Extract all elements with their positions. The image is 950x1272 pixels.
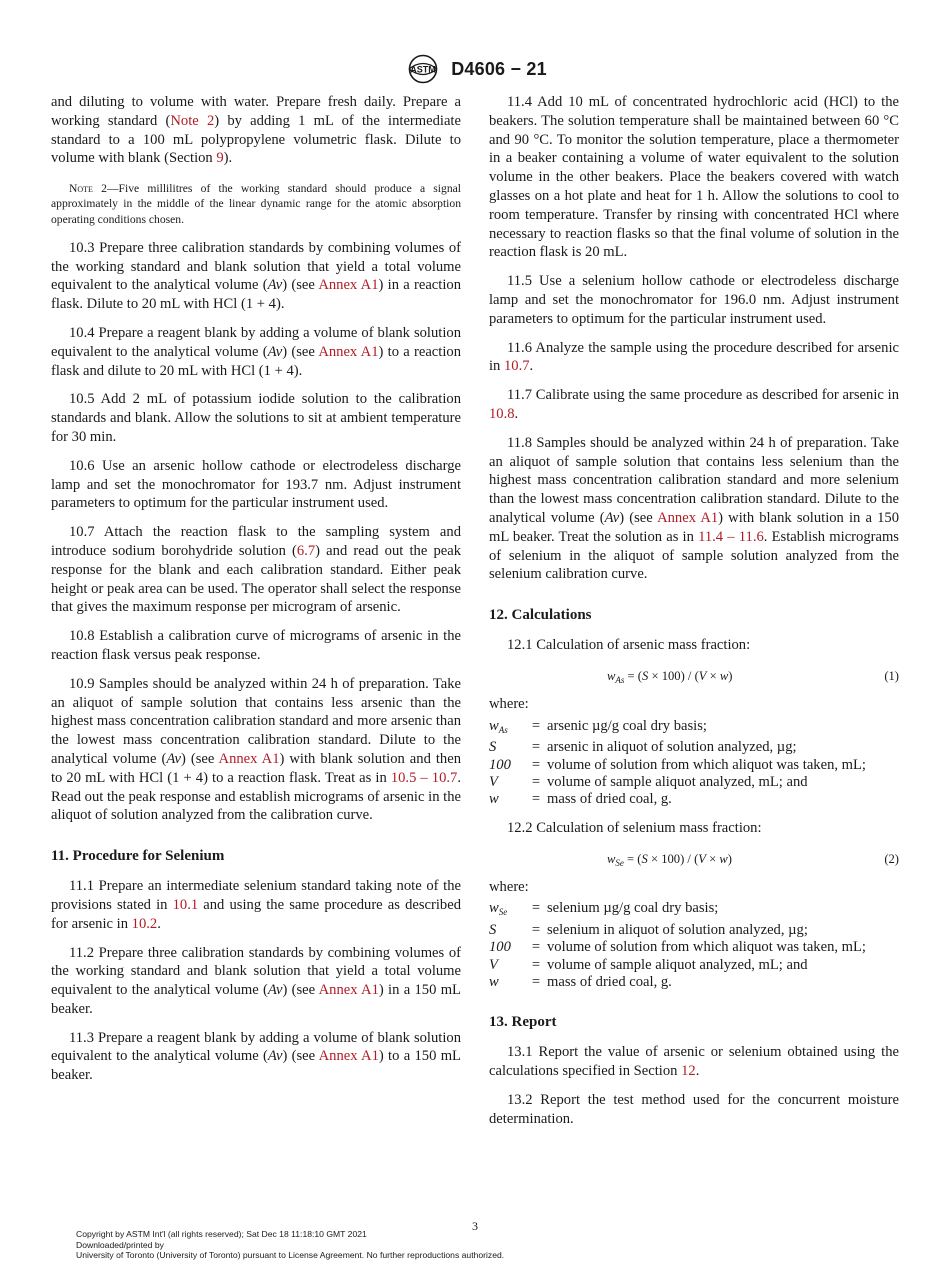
paragraph-10-7: 10.7 Attach the reaction flask to the sampling system and introduce sodium borohydride solution (6.7) and read out the peak response for the blank and each calibration standard. Either peak height or peak area can be used. The operator shall select the response that gives the maximum response per microgram of arsenic. [51, 524, 461, 616]
definitions-table-1 [489, 718, 866, 809]
definition-row [489, 922, 866, 939]
definition-symbol: 100 [489, 939, 511, 956]
definition-text: volume of sample aliquot analyzed, mL; and [547, 773, 808, 790]
section-11-heading: 11. Procedure for Selenium [51, 848, 225, 865]
link-annex-a1[interactable]: Annex A1 [318, 343, 379, 360]
document-id: D4606 − 21 [451, 58, 547, 79]
paragraph-10-6: 10.6 Use an arsenic hollow cathode or electrodeless discharge lamp and set the monochromator for 193.7 nm. Adjust instrument parameters to optimum for the particular instrument used. [51, 457, 461, 512]
link-10-7[interactable]: 10.7 [504, 358, 530, 375]
equation-1 [489, 665, 899, 687]
paragraph-11-7: 11.7 Calibrate using the same procedure as described for arsenic in 10.8. [489, 387, 899, 422]
paragraph-11-3: 11.3 Prepare a reagent blank by adding a volume of blank solution equivalent to the analytical volume (Av) (see Annex A1) to a 150 mL beaker. [51, 1029, 461, 1084]
section-13-heading: 13. Report [489, 1014, 557, 1031]
link-section-9[interactable]: 9 [216, 150, 224, 167]
definition-row [489, 939, 866, 956]
definition-text: mass of dried coal, g. [547, 973, 672, 990]
paragraph-10-9: 10.9 Samples should be analyzed within 24 h of preparation. Take an aliquot of sample solution that contains less arsenic than the highest mass concentration calibration standard and more arsenic than the lowest mass concentration calibration standard. Dilute to the analytical volume (Av) (see Annex A1) with blank solution and then to 20 mL with HCl (1 + 4) to a reaction flask. Treat as in 10.5 – 10.7. Read out the peak response and establish micrograms of arsenic in the aliquot of solution analyzed from the calibration curve. [51, 675, 461, 824]
definition-symbol: V [489, 956, 498, 973]
definition-equals: = [531, 973, 541, 990]
definition-text: volume of solution from which aliquot was taken, mL; [547, 756, 866, 773]
paragraph-11-8: 11.8 Samples should be analyzed within 24 h of preparation. Take an aliquot of sample solution that contains less selenium than the highest mass concentration calibration standard and more selenium than the lowest mass concentration calibration standard. Dilute to the analytical volume (Av) (see Annex A1) with blank solution in a 150 mL beaker. Treat the solution as in 11.4 – 11.6. Establish micrograms of selenium in the aliquot of sample solution analyzed from the selenium calibration curve. [489, 434, 899, 583]
definition-text: selenium µg/g coal dry basis; [547, 900, 719, 917]
equation-1-number: (1) [884, 668, 899, 683]
link-note-2[interactable]: Note 2 [170, 112, 215, 129]
page-number: 3 [472, 1219, 478, 1233]
definition-text: arsenic µg/g coal dry basis; [547, 717, 707, 734]
definition-equals: = [531, 791, 541, 808]
definition-equals: = [531, 717, 541, 734]
equation-2 [489, 848, 899, 870]
paragraph-11-4: 11.4 Add 10 mL of concentrated hydrochloric acid (HCl) to the beakers. The solution temperature shall be maintained between 60 °C and 90 °C. To monitor the solution temperature, place a thermometer in a beaker containing a volume of water equivalent to the solution volume in the other beakers. Place the beakers covered with watch glasses on a hot plate and heat for 1 h. Allow the solutions to cool to room temperature. Transfer by rinsing with concentrated HCl where necessary to reaction flasks so that the final volume of solution in the reaction flask is 20 mL. [489, 94, 899, 261]
definition-row [489, 718, 866, 739]
definition-equals: = [531, 939, 541, 956]
definition-text: volume of sample aliquot analyzed, mL; and [547, 956, 808, 973]
link-10-1[interactable]: 10.1 [172, 896, 199, 913]
definition-text: volume of solution from which aliquot was taken, mL; [547, 939, 866, 956]
link-10-8[interactable]: 10.8 [489, 405, 515, 422]
paragraph-11-6: 11.6 Analyze the sample using the procedure described for arsenic in 10.7. [489, 339, 899, 375]
note-label: Note 2 [69, 182, 107, 196]
footer-line-2: Downloaded/printed by [76, 1239, 164, 1250]
paragraph-11-5: 11.5 Use a selenium hollow cathode or electrodeless discharge lamp and set the monochromator for 196.0 nm. Adjust instrument parameters to optimum for the particular instrument used. [489, 273, 899, 327]
paragraph-10-8: 10.8 Establish a calibration curve of micrograms of arsenic in the reaction flask versus peak response. [51, 628, 461, 663]
left-column [51, 93, 461, 1095]
where-label: where: [489, 878, 529, 895]
link-annex-a1[interactable]: Annex A1 [318, 1048, 379, 1065]
link-annex-a1[interactable]: Annex A1 [218, 750, 280, 767]
definition-row [489, 774, 866, 791]
definition-text: arsenic in aliquot of solution analyzed, µg; [547, 739, 797, 756]
link-11-4-11-6[interactable]: 11.4 – 11.6 [698, 528, 764, 545]
definition-symbol: w [489, 791, 499, 808]
link-6-7[interactable]: 6.7 [296, 542, 316, 559]
paragraph-12-1: 12.1 Calculation of arsenic mass fraction: [507, 637, 751, 654]
logo-text: ASTM [410, 64, 436, 75]
definition-equals: = [531, 900, 541, 917]
link-10-2[interactable]: 10.2 [131, 915, 158, 932]
definition-symbol: 100 [489, 756, 511, 773]
paragraph-10-2-continued: and diluting to volume with water. Prepare fresh daily. Prepare a working standard (Note 2) by adding 1 mL of the intermediate standard to a 100 mL polypropylene volumetric flask. Dilute to volume with blank (Section 9). [51, 94, 461, 167]
definition-symbol: $w_{Se}$ [489, 900, 508, 918]
link-annex-a1[interactable]: Annex A1 [318, 277, 379, 294]
paragraph-10-4: 10.4 Prepare a reagent blank by adding a volume of blank solution equivalent to the analytical volume (Av) (see Annex A1) to a reaction flask and dilute to 20 mL with HCl (1 + 4). [51, 324, 461, 379]
paragraph-12-2: 12.2 Calculation of selenium mass fraction: [507, 819, 762, 836]
definition-equals: = [531, 773, 541, 790]
definition-symbol: w [489, 973, 499, 990]
definition-row [489, 739, 866, 756]
definition-row [489, 791, 866, 808]
footer-line-3: University of Toronto (University of Toronto) pursuant to License Agreement. No further reproductions authorized. [76, 1250, 505, 1261]
note-2: Note 2—Five millilitres of the working standard should produce a signal approximately in the middle of the linear dynamic range for the atomic absorption operating conditions chosen. [51, 182, 461, 226]
definition-symbol: S [489, 921, 497, 938]
definition-equals: = [531, 739, 541, 756]
footer-line-1: Copyright by ASTM Int'l (all rights reserved); Sat Dec 18 11:18:10 GMT 2021 [76, 1229, 367, 1239]
equation-2-number: (2) [884, 851, 899, 866]
paragraph-13-1: 13.1 Report the value of arsenic or selenium obtained using the calculations specified in Section 12. [489, 1044, 899, 1080]
definition-text: mass of dried coal, g. [547, 791, 672, 808]
definition-equals: = [531, 756, 541, 773]
link-10-5-10-7[interactable]: 10.5 – 10.7 [390, 769, 458, 786]
definition-text: selenium in aliquot of solution analyzed, µg; [547, 921, 808, 938]
where-label: where: [489, 695, 529, 712]
link-section-12[interactable]: 12 [681, 1063, 696, 1080]
section-12-heading: 12. Calculations [489, 607, 592, 624]
equation-2-expression: $w_{Se} = (S \times 100) / (V \times w)$ [607, 851, 732, 868]
link-annex-a1[interactable]: Annex A1 [657, 509, 719, 526]
page-header [0, 54, 950, 84]
paragraph-13-2: 13.2 Report the test method used for the concurrent moisture determination. [489, 1091, 899, 1127]
definition-symbol: V [489, 773, 498, 790]
paragraph-11-1: 11.1 Prepare an intermediate selenium standard taking note of the provisions stated in 10.1 and using the same procedure as described for arsenic in 10.2. [51, 878, 461, 932]
definition-symbol: $w_{As}$ [489, 717, 508, 735]
definition-row [489, 757, 866, 774]
right-column [489, 93, 899, 1139]
copyright-footer [76, 1229, 504, 1261]
paragraph-10-3: 10.3 Prepare three calibration standards by combining volumes of the working standard and blank solution that yield a total volume equivalent to the analytical volume (Av) (see Annex A1) in a reaction flask. Dilute to 20 mL with HCl (1 + 4). [51, 239, 461, 313]
paragraph-10-5: 10.5 Add 2 mL of potassium iodide solution to the calibration standards and blank. Allow the solutions to sit at ambient temperature for 30 min. [51, 391, 461, 445]
definition-row [489, 974, 866, 991]
definition-row [489, 957, 866, 974]
paragraph-11-2: 11.2 Prepare three calibration standards by combining volumes of the working standard and blank solution that yield a total volume equivalent to the analytical volume (Av) (see Annex A1) in a 150 mL beaker. [51, 944, 461, 1017]
definition-row [489, 900, 866, 921]
definitions-table-2 [489, 900, 866, 991]
link-annex-a1[interactable]: Annex A1 [318, 982, 379, 999]
definition-equals: = [531, 956, 541, 973]
equation-1-expression: $w_{As} = (S \times 100) / (V \times w)$ [607, 668, 733, 685]
definition-symbol: S [489, 739, 497, 756]
definition-equals: = [531, 921, 541, 938]
astm-logo [403, 54, 443, 84]
